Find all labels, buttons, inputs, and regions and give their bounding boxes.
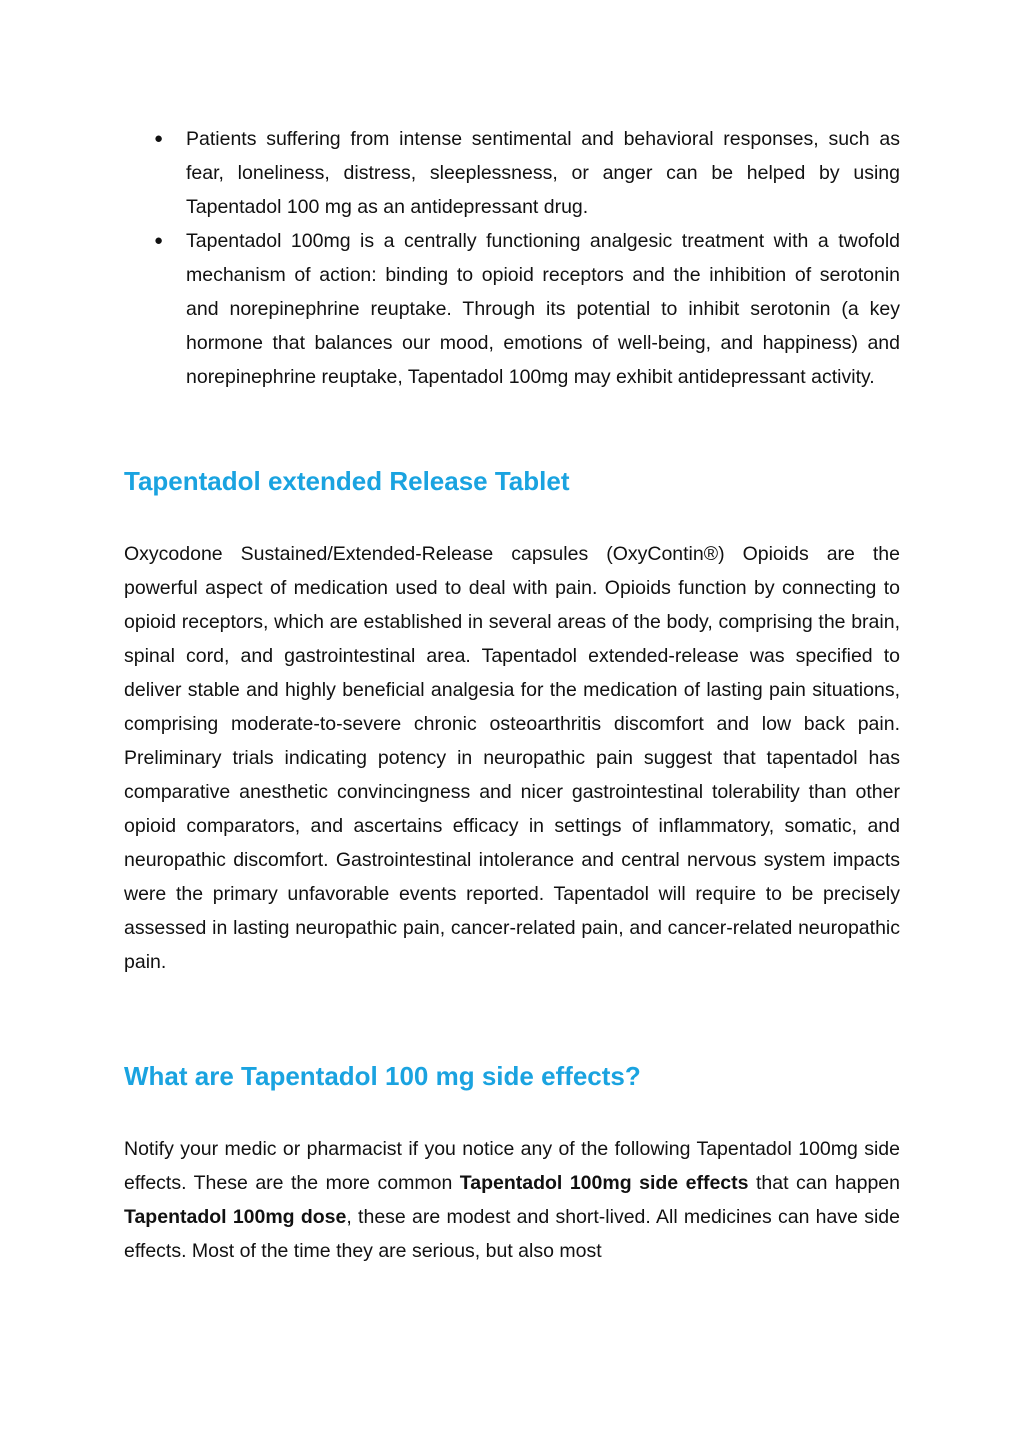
bullet-text: Patients suffering from intense sentimental and behavioral responses, such as fear, loneliness, distress, sleeplessness, or anger can be helped by using Tapentadol 100 mg as an antidepressant drug. <box>186 128 900 218</box>
bullet-item <box>150 224 900 394</box>
bold-phrase-dose: Tapentadol 100mg dose <box>124 1206 347 1228</box>
section-paragraph-side-effects <box>124 1132 900 1268</box>
section-paragraph-extended-release: Oxycodone Sustained/Extended-Release capsules (OxyContin®) Opioids are the powerful aspect of medication used to deal with pain. Opioids function by connecting to opioid receptors, which are established in several areas of the body, comprising the brain, spinal cord, and gastrointestinal area. Tapentadol extended-release was specified to deliver stable and highly beneficial analgesia for the medication of lasting pain situations, comprising moderate-to-severe chronic osteoarthritis discomfort and low back pain. Preliminary trials indicating potency in neuropathic pain suggest that tapentadol has comparative anesthetic convincingness and nicer gastrointestinal tolerability than other opioid comparators, and ascertains efficacy in settings of inflammatory, somatic, and neuropathic discomfort. Gastrointestinal intolerance and central nervous system impacts were the primary unfavorable events reported. Tapentadol will require to be precisely assessed in lasting neuropathic pain, cancer-related pain, and cancer-related neuropathic pain. <box>124 543 900 973</box>
bullet-text: Tapentadol 100mg is a centrally functioning analgesic treatment with a twofold mechanism of action: binding to opioid receptors and the inhibition of serotonin and norepinephrine reuptake. Through its potential to inhibit serotonin (a key hormone that balances our mood, emotions of well-being, and happiness) and norepinephrine reuptake, Tapentadol 100mg may exhibit antidepressant activity. <box>186 230 900 388</box>
paragraph-text: , these are modest and short-lived. All medicines can have side effects. Most of the time they are serious, but also most <box>124 1206 900 1262</box>
bullet-list <box>150 122 900 394</box>
bullet-item <box>150 122 900 224</box>
bold-phrase-side-effects: Tapentadol 100mg side effects <box>459 1172 749 1194</box>
paragraph-text: Notify your medic or pharmacist if you notice any of the following Tapentadol 100mg side effects. These are the more common <box>124 1138 900 1194</box>
paragraph-text: that can happen <box>748 1172 900 1194</box>
bullet-icon: ● <box>154 232 164 249</box>
section-heading-extended-release: Tapentadol extended Release Tablet <box>124 466 570 496</box>
bullet-icon: ● <box>154 130 164 147</box>
section-heading-side-effects: What are Tapentadol 100 mg side effects? <box>124 1061 641 1091</box>
